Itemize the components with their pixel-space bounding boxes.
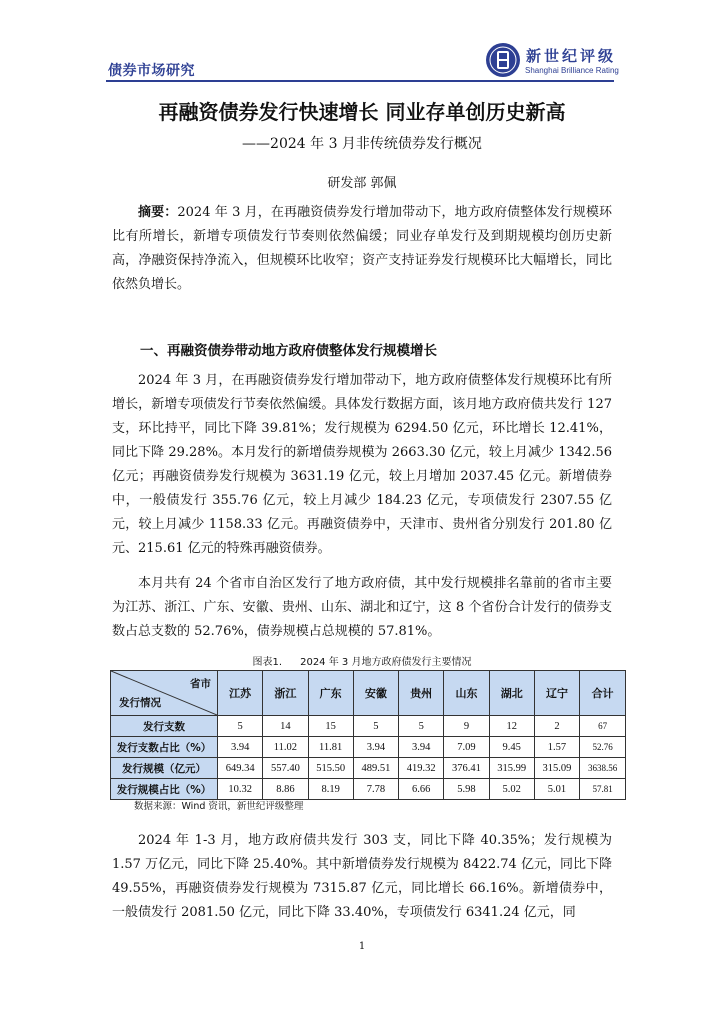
row-label: 发行支数占比（%） <box>111 737 218 758</box>
table-cell: 5.01 <box>534 779 579 800</box>
table-cell-total: 52.76 <box>580 737 626 758</box>
column-header: 安徽 <box>353 671 398 716</box>
table-cell: 315.99 <box>489 758 534 779</box>
row-label: 发行规模（亿元） <box>111 758 218 779</box>
row-label: 发行支数 <box>111 716 218 737</box>
table-caption-number: 图表1. <box>252 657 283 668</box>
column-header: 江苏 <box>218 671 263 716</box>
corner-label-metric: 发行情况 <box>119 697 161 709</box>
abstract-paragraph <box>112 201 612 297</box>
brand-logo-icon <box>485 42 521 78</box>
document-subtitle: ——2024 年 3 月非传统债券发行概况 <box>242 136 482 152</box>
table-cell-total: 57.81 <box>580 779 626 800</box>
table-cell: 14 <box>263 716 308 737</box>
table-cell: 376.41 <box>444 758 489 779</box>
table-cell: 5 <box>353 716 398 737</box>
table-cell: 515.50 <box>308 758 353 779</box>
header-divider <box>106 80 614 82</box>
table-cell: 11.81 <box>308 737 353 758</box>
brand-name-en: Shanghai Brilliance Rating <box>525 66 619 75</box>
table-caption-text: 2024 年 3 月地方政府债发行主要情况 <box>300 657 472 668</box>
corner-label-province: 省市 <box>190 678 211 690</box>
column-header: 辽宁 <box>534 671 579 716</box>
table-corner-cell <box>111 671 218 716</box>
table-cell: 7.78 <box>353 779 398 800</box>
table-cell: 8.86 <box>263 779 308 800</box>
table-cell: 315.09 <box>534 758 579 779</box>
table-cell: 9 <box>444 716 489 737</box>
table-cell: 419.32 <box>399 758 444 779</box>
table-row <box>111 716 626 737</box>
table-row <box>111 737 626 758</box>
table-cell: 5.98 <box>444 779 489 800</box>
table-cell-total: 3638.56 <box>580 758 626 779</box>
table-header-row <box>111 671 626 716</box>
table-cell: 1.57 <box>534 737 579 758</box>
abstract-text: 2024 年 3 月，在再融资债券发行增加带动下，地方政府债整体发行规模环比有所增长，新增专项债发行节奏则依然偏缓；同业存单发行及到期规模均创历史新高，净融资保持净流入，但规模环比收窄；资产支持证券发行规模环比大幅增长，同比依然负增长。 <box>112 205 612 292</box>
report-series-label: 债券市场研究 <box>108 63 195 79</box>
abstract-label: 摘要： <box>138 205 178 220</box>
table-cell: 557.40 <box>263 758 308 779</box>
table-row <box>111 779 626 800</box>
table-caption <box>0 653 724 668</box>
brand-name-cn: 新世纪评级 <box>526 47 617 65</box>
column-header: 浙江 <box>263 671 308 716</box>
table-cell-total: 67 <box>580 716 626 737</box>
column-header: 贵州 <box>399 671 444 716</box>
page-number: 1 <box>358 941 366 952</box>
column-header: 湖北 <box>489 671 534 716</box>
table-cell: 15 <box>308 716 353 737</box>
body-paragraph-3: 2024 年 1-3 月，地方政府债共发行 303 支，同比下降 40.35%；发行规模为 1.57 万亿元，同比下降 25.40%。其中新增债券发行规模为 8422.74 亿元，同比下降 49.55%，再融资债券发行规模为 7315.87 亿元，同比增长 66.16%。新增债券中，一般债发行 2081.50 亿元，同比下降 33.40%，专项债发行 6341.24 亿元，同 <box>112 833 612 920</box>
table-cell: 6.66 <box>399 779 444 800</box>
row-label: 发行规模占比（%） <box>111 779 218 800</box>
issuance-table <box>110 670 626 800</box>
table-cell: 3.94 <box>218 737 263 758</box>
table-source-note: 数据来源：Wind 资讯，新世纪评级整理 <box>134 801 304 812</box>
table-cell: 649.34 <box>218 758 263 779</box>
document-title: 再融资债券发行快速增长 同业存单创历史新高 <box>158 100 566 124</box>
table-cell: 7.09 <box>444 737 489 758</box>
column-header: 山东 <box>444 671 489 716</box>
column-header: 合计 <box>580 671 626 716</box>
table-cell: 10.32 <box>218 779 263 800</box>
table-row <box>111 758 626 779</box>
table-cell: 3.94 <box>399 737 444 758</box>
column-header: 广东 <box>308 671 353 716</box>
table-cell: 2 <box>534 716 579 737</box>
table-cell: 3.94 <box>353 737 398 758</box>
body-paragraph-2: 本月共有 24 个省市自治区发行了地方政府债，其中发行规模排名靠前的省市主要为江苏、浙江、广东、安徽、贵州、山东、湖北和辽宁，这 8 个省份合计发行的债券支数占总支数的 52.76%，债券规模占总规模的 57.81%。 <box>112 576 612 639</box>
section-heading: 一、再融资债券带动地方政府债整体发行规模增长 <box>140 343 437 359</box>
table-cell: 489.51 <box>353 758 398 779</box>
table-cell: 12 <box>489 716 534 737</box>
table-cell: 5 <box>218 716 263 737</box>
table-cell: 9.45 <box>489 737 534 758</box>
table-cell: 5 <box>399 716 444 737</box>
author-line: 研发部 郭佩 <box>327 176 397 191</box>
body-paragraph-1: 2024 年 3 月，在再融资债券发行增加带动下，地方政府债整体发行规模环比有所增长，新增专项债发行节奏依然偏缓。具体发行数据方面，该月地方政府债共发行 127 支，环比持平，同比下降 39.81%；发行规模为 6294.50 亿元，环比增长 12.41%，同比下降 29.28%。本月发行的新增债券规模为 2663.30 亿元，较上月减少 1342.56 亿元；再融资债券发行规模为 3631.19 亿元，较上月增加 2037.45 亿元。新增债券中，一般债发行 355.76 亿元，较上月减少 184.23 亿元，专项债发行 2307.55 亿元，较上月减少 1158.33 亿元。再融资债券中，天津市、贵州省分别发行 201.80 亿元、215.61 亿元的特殊再融资债券。 <box>112 373 612 556</box>
table-cell: 11.02 <box>263 737 308 758</box>
table-cell: 5.02 <box>489 779 534 800</box>
table-cell: 8.19 <box>308 779 353 800</box>
